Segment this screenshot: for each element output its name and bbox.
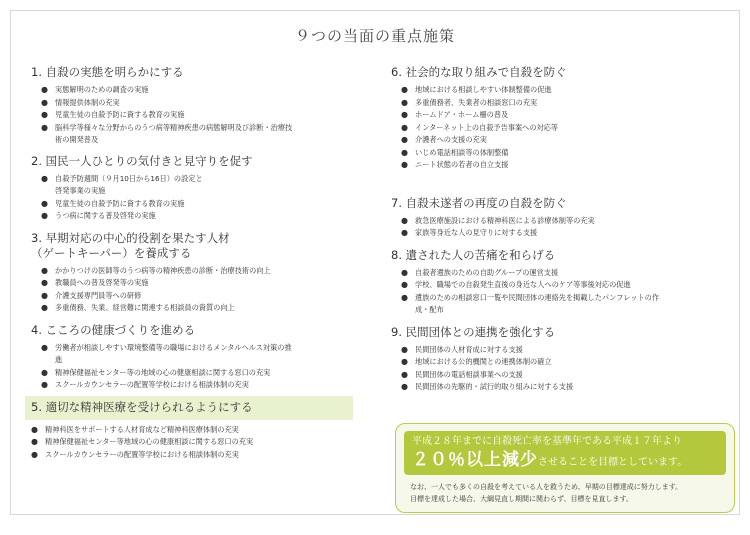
- list-item: ● スクールカウンセラーの配置等学校における相談体制の充実: [31, 449, 371, 462]
- bullet-icon: ●: [401, 122, 408, 132]
- bullet-icon: ●: [41, 342, 48, 352]
- list-item: ● 精神科医をサポートする人材育成など精神科医療体制の充実: [31, 424, 371, 437]
- left-column: [31, 65, 371, 461]
- goal-line-1: 平成２８年までに自殺死亡率を基準年である平成１７年より: [412, 436, 682, 447]
- list-item: ● 自殺予防週間（９月10日から16日）の設定と: [41, 173, 371, 186]
- section-heading: 4. こころの健康づくりを進める: [31, 322, 196, 337]
- section-heading: 9. 民間団体との連携を強化する: [391, 324, 556, 339]
- section-6: [391, 65, 726, 172]
- goal-note: [410, 481, 726, 505]
- bullet-icon: ●: [401, 382, 408, 391]
- section-2: [31, 154, 371, 223]
- bullet-icon: ●: [41, 173, 48, 183]
- section-1: [31, 65, 371, 147]
- section-5-heading-band: [25, 396, 353, 420]
- bullet-icon: ●: [41, 97, 48, 107]
- section-heading: 6. 社会的な取り組みで自殺を防ぐ: [391, 65, 567, 79]
- section-8: [391, 248, 726, 317]
- section-heading: 1. 自殺の実態を明らかにする: [31, 65, 184, 79]
- bullet-icon: ●: [401, 215, 408, 225]
- list-item: ● 民間団体の人材育成に対する支援: [401, 344, 726, 357]
- goal-callout: [395, 423, 735, 513]
- list-item: ● 多重債務、失業、経営難に関連する相談員の資質の向上: [41, 302, 371, 315]
- list-item: ● 介護支援専門員等への研修: [41, 290, 371, 303]
- list-item-continuation: 進: [55, 355, 63, 364]
- list-item: ● ホームドア・ホーム柵の普及: [401, 109, 726, 122]
- list-item: ● 介護者への支援の充実: [401, 134, 726, 147]
- section-3: [31, 231, 371, 315]
- bullet-icon: ●: [31, 449, 38, 459]
- section-heading: 5. 適切な精神医療を受けられるようにする: [31, 399, 253, 414]
- section-heading: 8. 遺された人の苦痛を和らげる: [391, 247, 556, 262]
- list-item: ● 児童生徒の自殺予防に資する教育の実施: [41, 109, 371, 122]
- bullet-icon: ●: [401, 267, 408, 277]
- list-item: ● 脳科学等様々な分野からのうつ病等精神疾患の病態解明及び診断・治療技: [41, 122, 371, 135]
- bullet-icon: ●: [41, 85, 48, 94]
- bullet-icon: ●: [401, 147, 408, 157]
- list-item: ● 精神保健福祉センター等地域の心の健康相談に関する窓口の充実: [31, 436, 371, 449]
- list-item: ● 民間団体の先駆的・試行的取り組みに対する支援: [401, 381, 726, 394]
- goal-note-line-1: なお、一人でも多くの自殺を考えている人を救うため、早期の目標達成に努力します。: [410, 483, 683, 491]
- bullet-icon: ●: [401, 135, 408, 144]
- bullet-icon: ●: [41, 110, 48, 119]
- list-item: ● スクールカウンセラーの配置等学校における相談体制の充実: [41, 379, 371, 392]
- list-item: ● うつ病に関する普及啓発の実施: [41, 210, 371, 223]
- section-4: [31, 323, 371, 392]
- list-item: ● 情報提供体制の充実: [41, 97, 371, 110]
- list-item-continuation: 啓発事業の実施: [55, 186, 106, 195]
- bullet-icon: ●: [41, 122, 48, 132]
- list-item: ● 地域における公的機関との連携体制の確立: [401, 356, 726, 369]
- list-item: ● ニート状態の若者の自立支援: [401, 159, 726, 172]
- list-item: ● いじめ電話相談等の体制整備: [401, 147, 726, 160]
- section-5: [31, 424, 371, 462]
- bullet-icon: ●: [31, 424, 38, 434]
- goal-banner: [404, 431, 726, 475]
- list-item: ● 民間団体の電話相談事業への支援: [401, 369, 726, 382]
- bullet-icon: ●: [41, 265, 48, 275]
- bullet-icon: ●: [31, 437, 38, 446]
- list-item: ● 労働者が相談しやすい環境整備等の職場におけるメンタルヘルス対策の推: [41, 342, 371, 355]
- right-column: [391, 65, 726, 394]
- section-7: [391, 196, 726, 240]
- bullet-icon: ●: [401, 97, 408, 107]
- list-item: ● 地域における相談しやすい体制整備の促進: [401, 84, 726, 97]
- page-title: ９つの当面の重点施策: [294, 27, 455, 45]
- goal-note-line-2: 目標を達成した場合、大綱見直し期間に関わらず、目標を見直します。: [410, 495, 633, 503]
- list-item-continuation: 成・配布: [415, 305, 444, 314]
- list-item: ● 家族等身近な人の見守りに対する支援: [401, 227, 726, 240]
- document-page: [10, 10, 740, 515]
- section-9: [391, 325, 726, 394]
- bullet-icon: ●: [401, 228, 408, 237]
- bullet-icon: ●: [41, 290, 48, 300]
- bullet-icon: ●: [401, 369, 408, 379]
- bullet-icon: ●: [401, 160, 408, 169]
- list-item: ● 学校、職場での自殺発生直後の身近な人へのケア等事後対応の促進: [401, 279, 726, 292]
- goal-line-2: [412, 449, 718, 474]
- list-item-continuation: 術の開発普及: [55, 135, 99, 144]
- list-item: ● 自殺者遺族のための自助グループの運営支援: [401, 267, 726, 280]
- bullet-icon: ●: [401, 357, 408, 366]
- bullet-icon: ●: [401, 292, 408, 302]
- list-item: ● 教職員への普及啓発等の実施: [41, 277, 371, 290]
- bullet-icon: ●: [401, 280, 408, 289]
- list-item: ● かかりつけの医師等のうつ病等の精神疾患の診断・治療技術の向上: [41, 265, 371, 278]
- bullet-icon: ●: [41, 380, 48, 389]
- list-item: ● 実態解明のための調査の実施: [41, 84, 371, 97]
- list-item: ● 遺族のための相談窓口一覧や民間団体の連絡先を掲載したパンフレットの作: [401, 292, 726, 305]
- section-heading: 2. 国民一人ひとりの気付きと見守りを促す: [31, 153, 253, 168]
- section-heading: 7. 自殺未遂者の再度の自殺を防ぐ: [391, 195, 567, 210]
- goal-line-2-rest: させることを目標としています。: [538, 457, 688, 468]
- bullet-icon: ●: [401, 85, 408, 94]
- goal-highlight: ２０％以上減少: [412, 450, 538, 470]
- bullet-icon: ●: [41, 367, 48, 377]
- section-heading-line2: （ゲートキーパー）を養成する: [31, 245, 192, 260]
- bullet-icon: ●: [41, 278, 48, 287]
- list-item: ● 救急医療施設における精神科医による診療体制等の充実: [401, 215, 726, 228]
- list-item: ● インターネット上の自殺予告事案への対応等: [401, 122, 726, 135]
- list-item: ● 多重債務者、失業者の相談窓口の充実: [401, 97, 726, 110]
- list-item: ● 精神保健福祉センター等の地域の心の健康相談に関する窓口の充実: [41, 367, 371, 380]
- bullet-icon: ●: [41, 303, 48, 312]
- list-item: ● 児童生徒の自殺予防に資する教育の実施: [41, 198, 371, 211]
- bullet-icon: ●: [41, 198, 48, 208]
- section-heading: 3. 早期対応の中心的役割を果たす人材: [31, 230, 230, 245]
- bullet-icon: ●: [41, 211, 48, 220]
- bullet-icon: ●: [401, 344, 408, 354]
- bullet-icon: ●: [401, 110, 408, 119]
